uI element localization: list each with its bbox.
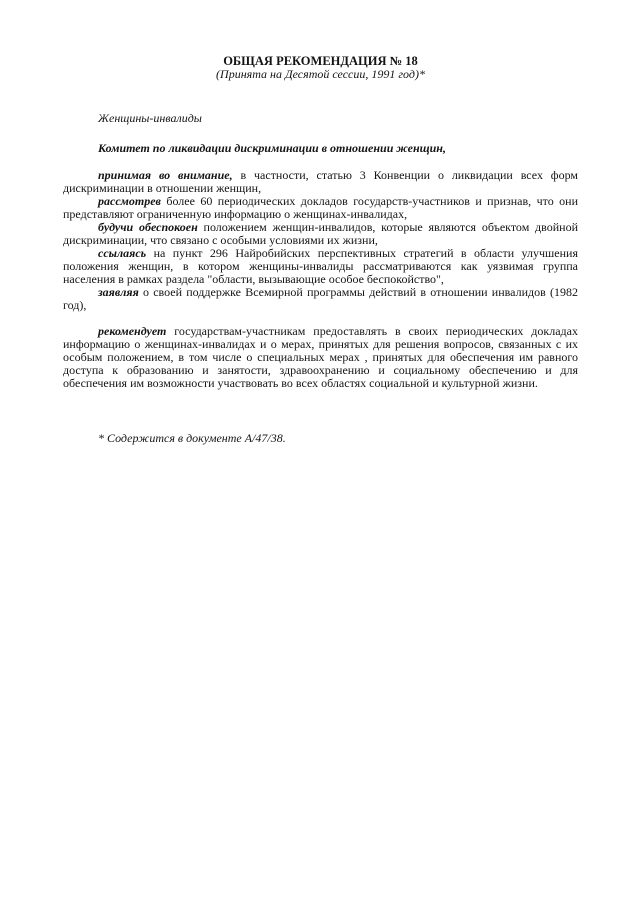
paragraph-concerned (63, 221, 578, 247)
paragraph-recalling (63, 247, 578, 286)
paragraph-text: о своей поддержке Всемирной программы действий в отношении инвалидов (1982 год), (63, 285, 578, 312)
paragraph-text: на пункт 296 Найробийских перспективных стратегий в области улучшения положения женщин, в котором женщины-инвалиды рассматриваются как уязвимая группа населения в рамках раздела "области, вызывающие особое беспокойство", (63, 246, 578, 286)
paragraph-lead: рекомендует (98, 324, 167, 338)
paragraph-taking-into-account (63, 169, 578, 195)
paragraph-text: более 60 периодических докладов государств-участников и признав, что они представляют ограниченную информацию о женщинах-инвалидах, (63, 194, 578, 221)
paragraph-lead: ссылаясь (98, 246, 147, 260)
document-subtitle: (Принята на Десятой сессии, 1991 год)* (216, 67, 425, 81)
paragraph-affirming (63, 286, 578, 312)
paragraph-lead: рассмотрев (98, 194, 161, 208)
paragraph-lead: будучи обеспокоен (98, 220, 198, 234)
footnote: * Содержится в документе А/47/38. (98, 431, 286, 445)
paragraph-lead: заявляя (98, 285, 139, 299)
paragraph-text: в частности, статью 3 Конвенции о ликвидации всех форм дискриминации в отношении женщин, (63, 168, 578, 195)
paragraph-text: положением женщин-инвалидов, которые являются объектом двойной дискриминации, что связано с особыми условиями их жизни, (63, 220, 579, 247)
paragraph-having-considered (63, 195, 578, 221)
document-topic: Женщины-инвалиды (98, 111, 202, 125)
paragraph-recommends (63, 325, 578, 390)
paragraph-text: государствам-участникам предоставлять в своих периодических докладах информацию о женщинах-инвалидах и о мерах, принятых для решения вопросов, связанных с их особым положением, в том числе о специальных мерах , принятых для обеспечения им равного доступа к образованию и занятости, здравоохранению и социальному обеспечению и для обеспечения им возможности участвовать во всех областях социальной и культурной жизни. (63, 324, 578, 390)
paragraph-lead: принимая во внимание, (98, 168, 233, 182)
committee-line: Комитет по ликвидации дискриминации в отношении женщин, (98, 141, 446, 155)
document-title: ОБЩАЯ РЕКОМЕНДАЦИЯ № 18 (223, 54, 418, 68)
